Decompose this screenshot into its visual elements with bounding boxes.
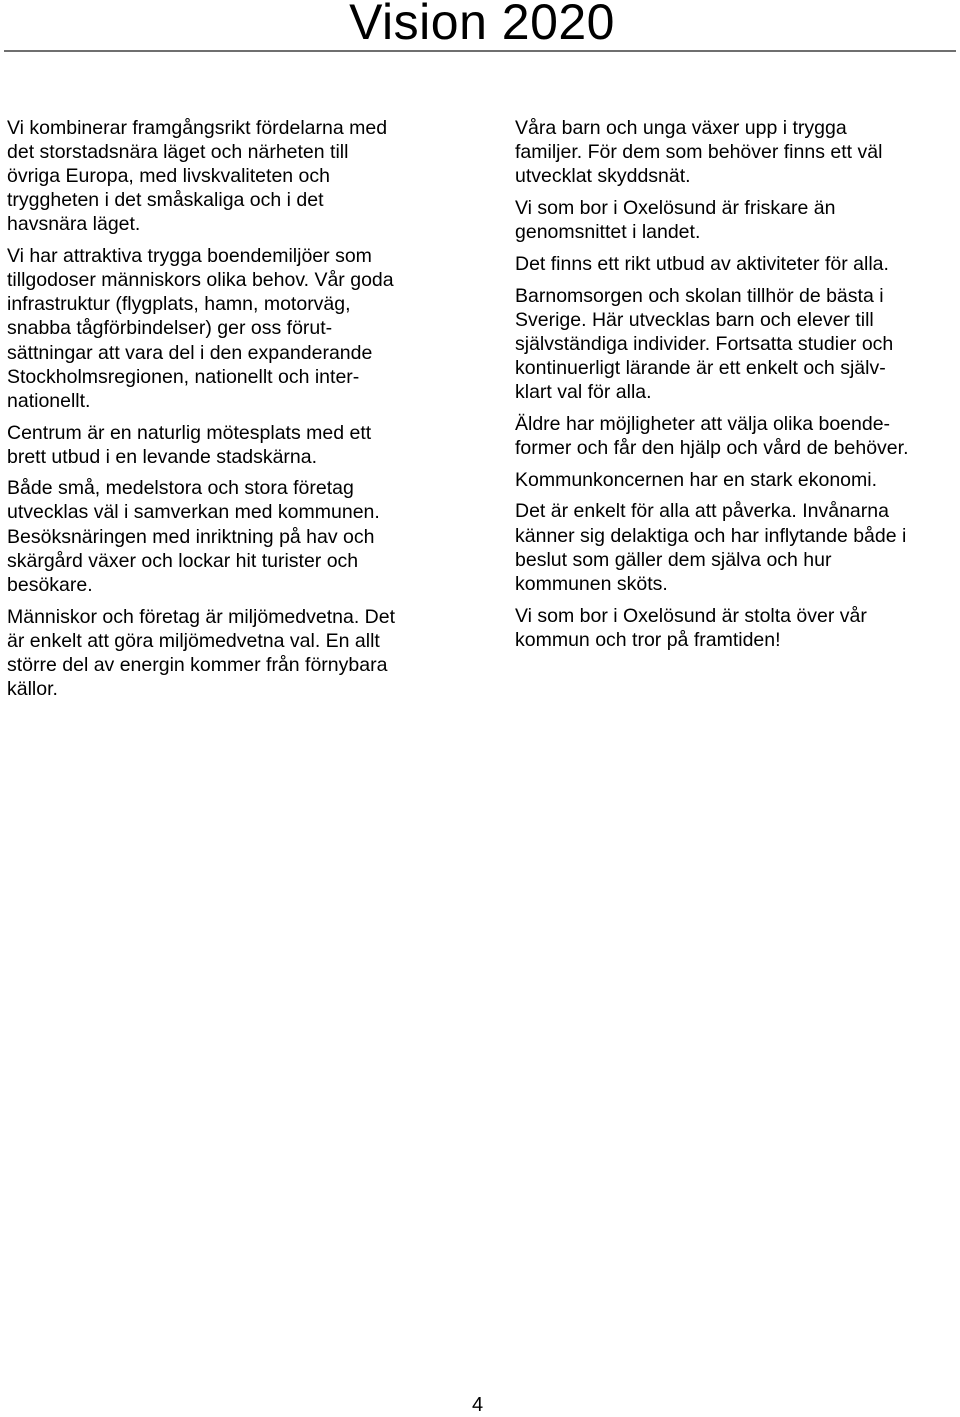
left-column xyxy=(7,116,457,709)
page-number: 4 xyxy=(472,1394,484,1416)
paragraph-education: Barnomsorgen och skolan tillhör de bästa i Sverige. Här utvecklas barn och elever till självständiga individer. Fortsatta studier och kontinuerligt lärande är ett enkelt och själv- klart val för alla. xyxy=(515,284,894,403)
paragraph-housing-infrastructure: Vi har attraktiva trygga boendemiljöer som tillgodoser människors olika behov. Vår goda infrastruktur (flygplats, hamn, motorväg, snabba tågförbindelser) ger oss förut- sättningar att vara del i den expanderande Stockholmsregionen, nationellt och inter- nationellt. xyxy=(7,245,394,412)
paragraph-location: Vi kombinerar framgångsrikt fördelarna med det storstadsnära läget och närheten till övriga Europa, med livskvaliteten och tryggheten i det småskaliga och i det havsnära läget. xyxy=(7,117,388,236)
right-column xyxy=(515,116,960,659)
paragraph-elderly-care: Äldre har möjligheter att välja olika boende- former och får den hjälp och vård de behöver. xyxy=(515,412,909,459)
paragraph-participation: Det är enkelt för alla att påverka. Invånarna känner sig delaktiga och har inflytande både i beslut som gäller dem själva och hur kommunen sköts. xyxy=(515,500,907,595)
paragraph-children-families: Våra barn och unga växer upp i trygga familjer. För dem som behöver finns ett väl utvecklat skyddsnät. xyxy=(515,117,883,188)
paragraph-health: Vi som bor i Oxelösund är friskare än genomsnittet i landet. xyxy=(515,196,836,244)
page-title: Vision 2020 xyxy=(349,0,615,50)
paragraph-activities: Det finns ett rikt utbud av aktiviteter för alla. xyxy=(515,252,889,275)
paragraph-town-centre: Centrum är en naturlig mötesplats med ett brett utbud i en levande stadskärna. xyxy=(7,421,372,468)
paragraph-business: Både små, medelstora och stora företag utvecklas väl i samverkan med kommunen. Besöksnäringen med inriktning på hav och skärgård växer och lockar hit turister och besökare. xyxy=(7,477,380,596)
title-divider xyxy=(4,50,956,52)
paragraph-economy: Kommunkoncernen har en stark ekonomi. xyxy=(515,468,878,491)
paragraph-pride: Vi som bor i Oxelösund är stolta över vår kommun och tror på framtiden! xyxy=(515,604,867,651)
paragraph-environment: Människor och företag är miljömedvetna. Det är enkelt att göra miljömedvetna val. En allt större del av energin kommer från förnybara källor. xyxy=(7,605,396,700)
